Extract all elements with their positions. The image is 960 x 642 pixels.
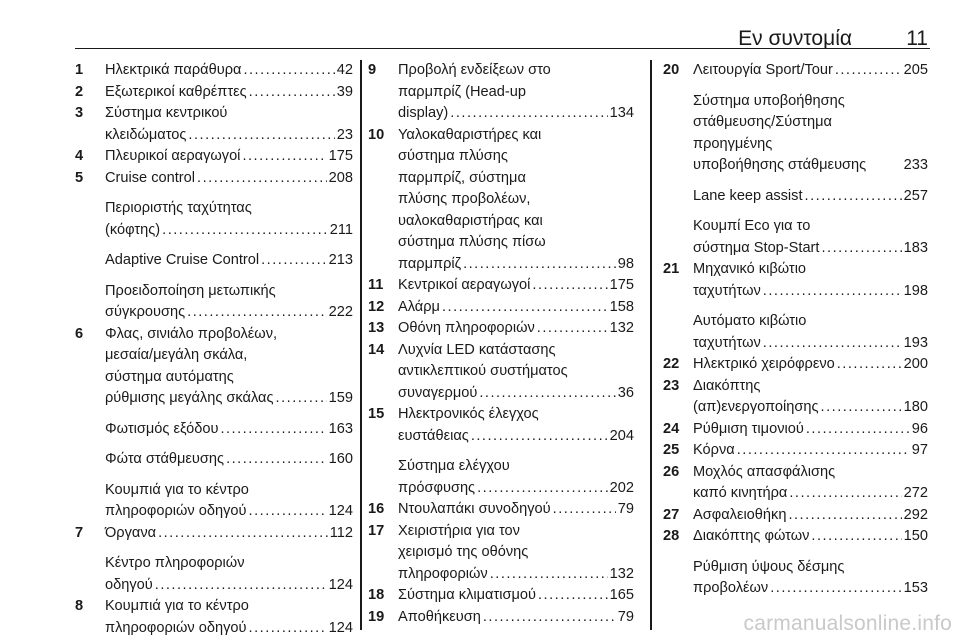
entry-text-line: πληροφοριών [398, 565, 488, 582]
page-reference[interactable]: 198 [903, 282, 928, 299]
dot-leader [197, 168, 327, 190]
entry-text-line: προβολέων [693, 580, 769, 596]
entry-text-line: Κουμπιά για το κέντρο [105, 481, 249, 498]
entry-text-line: Αυτόματο κιβώτιο [693, 313, 807, 329]
toc-entry [75, 596, 353, 639]
callout-number: 20 [663, 62, 680, 78]
callout-number: 11 [368, 277, 384, 293]
callout-number: 27 [663, 506, 680, 523]
entry-text-line: υποβοήθησης στάθμευσης [693, 157, 867, 173]
entry-text-line: Φλας, σινιάλο προβολέων, [105, 325, 278, 342]
dot-leader [249, 501, 327, 523]
entry-text-line: Ηλεκτρικό χειρόφρενο [693, 356, 835, 372]
entry-text-line: Αποθήκευση [398, 608, 481, 625]
callout-number: 13 [368, 320, 385, 336]
watermark: carmanualsonline.info [743, 612, 952, 635]
page-reference[interactable]: 205 [903, 62, 928, 78]
toc-entry [368, 297, 634, 319]
callout-number: 9 [368, 62, 377, 78]
page-reference[interactable]: 160 [328, 451, 353, 467]
dot-leader [158, 523, 328, 545]
dot-leader [835, 60, 902, 82]
entry-text-line: Εξωτερικοί καθρέπτες [105, 83, 247, 100]
entry-text-line: Σύστημα υποβοήθησης [693, 92, 845, 109]
page-reference[interactable]: 134 [609, 105, 634, 121]
entry-text-line: πληροφοριών οδηγού [105, 503, 247, 519]
entry-text-line: Λυχνία LED κατάστασης [398, 341, 556, 358]
toc-entry [75, 146, 353, 168]
dot-leader [537, 318, 608, 340]
page-reference[interactable]: 23 [336, 126, 353, 143]
callout-number: 14 [368, 341, 385, 358]
dot-leader [483, 607, 616, 629]
page-reference[interactable]: 97 [911, 442, 928, 458]
page-reference[interactable]: 42 [336, 62, 353, 78]
column-divider [650, 60, 652, 630]
page-reference[interactable]: 39 [336, 83, 353, 100]
dot-leader [553, 499, 616, 521]
entry-text-line: Χειριστήρια για τον [398, 522, 520, 539]
entry-text-line: πλύσης προβολέων, [398, 191, 531, 207]
dot-leader [249, 82, 335, 104]
page-reference[interactable]: 36 [617, 384, 634, 401]
callout-number: 17 [368, 522, 385, 539]
page-reference[interactable]: 175 [328, 148, 353, 164]
entry-text-line: Φωτισμός εξόδου [105, 420, 219, 437]
page-reference[interactable]: 193 [903, 334, 928, 351]
page-reference[interactable]: 233 [903, 157, 928, 173]
entry-text-line: Περιοριστής ταχύτητας [105, 200, 252, 216]
entry-text-line: Πλευρικοί αεραγωγοί [105, 148, 241, 164]
entry-text-line: Ηλεκτρονικός έλεγχος [398, 406, 539, 422]
dot-leader [477, 478, 608, 500]
page-reference[interactable]: 112 [329, 524, 353, 541]
callout-number: 16 [368, 501, 385, 517]
page-reference[interactable]: 180 [903, 399, 928, 415]
page-reference[interactable]: 202 [609, 479, 634, 496]
entry-text-line: Κόρνα [693, 442, 735, 458]
dot-leader [220, 419, 326, 441]
callout-number: 18 [368, 587, 385, 603]
toc-entry [75, 198, 353, 241]
entry-text-line: Διακόπτης φώτων [693, 528, 810, 544]
callout-number: 10 [368, 126, 385, 143]
page-reference[interactable]: 96 [911, 420, 928, 437]
toc-entry [663, 259, 928, 302]
entry-text-line: σύστημα πλύσης [398, 148, 508, 164]
dot-leader [162, 220, 328, 242]
page-reference[interactable]: 163 [328, 420, 353, 437]
callout-number: 26 [663, 463, 680, 480]
page-header [75, 0, 930, 49]
entry-text-line: υαλοκαθαριστήρας και [398, 212, 543, 229]
entry-text-line: Ασφαλειοθήκη [693, 506, 787, 523]
toc-entry [75, 553, 353, 596]
callout-number: 5 [75, 169, 84, 186]
entry-text-line: Κεντρικοί αεραγωγοί [398, 277, 531, 293]
toc-entry [368, 404, 634, 447]
toc-entry [663, 311, 928, 354]
page-reference[interactable]: 79 [617, 608, 634, 625]
page-reference[interactable]: 158 [609, 298, 634, 315]
page-reference[interactable]: 159 [328, 390, 353, 406]
entry-text-line: αντικλεπτικού συστήματος [398, 363, 568, 379]
dot-leader [242, 146, 326, 168]
entry-text-line: παρμπρίζ [398, 255, 462, 272]
dot-leader [188, 125, 334, 147]
entry-text-line: Ντουλαπάκι συνοδηγού [398, 501, 551, 517]
toc-entry [663, 60, 928, 82]
column-divider [360, 60, 362, 630]
dot-leader [155, 575, 327, 597]
dot-leader [463, 254, 616, 276]
page-title: Εν συντομία [738, 27, 852, 50]
callout-number: 28 [663, 528, 680, 544]
toc-column-3 [663, 60, 928, 642]
page-reference[interactable]: 165 [609, 587, 634, 603]
toc-entry [75, 480, 353, 523]
entry-text-line: Οθόνη πληροφοριών [398, 320, 535, 336]
toc-entry [663, 526, 928, 548]
entry-text-line: καπό κινητήρα [693, 485, 788, 501]
dot-leader [763, 333, 902, 355]
dot-leader [187, 302, 327, 324]
entry-text-line: σύστημα Stop-Start [693, 239, 820, 256]
toc-entry [75, 324, 353, 410]
dot-leader [763, 281, 902, 303]
dot-leader [837, 354, 902, 376]
toc-entry [75, 419, 353, 441]
toc-entry [75, 523, 353, 545]
page-reference[interactable]: 208 [328, 169, 353, 186]
dot-leader [226, 449, 327, 471]
callout-number: 15 [368, 406, 385, 422]
toc-entry [368, 607, 634, 629]
callout-number: 1 [75, 62, 84, 78]
entry-text-line: Προβολή ενδείξεων στο [398, 62, 551, 78]
entry-text-line: οδηγού [105, 576, 153, 593]
entry-text-line: Ηλεκτρικά παράθυρα [105, 62, 242, 78]
dot-leader [805, 186, 902, 208]
dot-leader [788, 505, 901, 527]
entry-text-line: Λειτουργία Sport/Tour [693, 62, 833, 78]
toc-entry [663, 462, 928, 505]
entry-text-line: σύγκρουσης [105, 304, 186, 320]
entry-text-line: Φώτα στάθμευσης [105, 451, 225, 467]
page-reference[interactable]: 124 [328, 619, 353, 636]
entry-text-line: προηγμένης [693, 135, 773, 152]
toc-entry [663, 440, 928, 462]
dot-leader [243, 60, 334, 82]
entry-text-line: Σύστημα κεντρικού [105, 105, 228, 121]
entry-text-line: ρύθμισης μεγάλης σκάλας [105, 390, 274, 406]
entry-text-line: συναγερμού [398, 384, 478, 401]
toc-entry [663, 376, 928, 419]
entry-text-line: ταχυτήτων [693, 334, 761, 351]
toc-column-2 [368, 60, 634, 642]
entry-text-line: παρμπρίζ, σύστημα [398, 169, 526, 186]
entry-text-line: Lane keep assist [693, 187, 803, 204]
toc-entry [368, 318, 634, 340]
toc-entry [75, 103, 353, 146]
entry-text-line: Όργανα [105, 524, 157, 541]
dot-leader [490, 564, 608, 586]
callout-number: 7 [75, 524, 84, 541]
toc-entry [368, 499, 634, 521]
entry-text-line: Κέντρο πληροφοριών [105, 555, 245, 571]
entry-text-line: Μοχλός απασφάλισης [693, 463, 836, 480]
toc-entry [368, 521, 634, 586]
page-reference[interactable]: 204 [609, 427, 634, 444]
entry-text-line: (κόφτης) [105, 221, 161, 238]
entry-text-line: Adaptive Cruise Control [105, 252, 260, 268]
entry-text-line: χειρισμό της οθόνης [398, 544, 529, 560]
page-reference[interactable]: 292 [903, 506, 928, 523]
dot-leader [770, 578, 901, 600]
entry-text-line: σύστημα πλύσης πίσω [398, 234, 546, 250]
callout-number: 25 [663, 442, 680, 458]
entry-text-line: μεσαία/μεγάλη σκάλα, [105, 347, 248, 363]
page-reference[interactable]: 183 [903, 239, 928, 256]
dot-leader [261, 250, 327, 272]
page-reference[interactable]: 211 [329, 221, 353, 238]
entry-text-line: Κουμπί Eco για το [693, 218, 811, 234]
page-reference[interactable]: 153 [903, 580, 928, 596]
page-reference[interactable]: 124 [328, 503, 353, 519]
entry-text-line: Ρύθμιση τιμονιού [693, 420, 804, 437]
toc-entry [75, 82, 353, 104]
callout-number: 3 [75, 105, 84, 121]
dot-leader [276, 388, 327, 410]
entry-text-line: Μηχανικό κιβώτιο [693, 261, 807, 277]
dot-leader [806, 419, 910, 441]
dot-leader [737, 440, 910, 462]
callout-number: 6 [75, 325, 84, 342]
page-reference[interactable]: 132 [609, 565, 634, 582]
entry-text-line: κλειδώματος [105, 126, 187, 143]
entry-text-line: πρόσφυσης [398, 479, 476, 496]
toc-entry [75, 281, 353, 324]
toc-entry [663, 186, 928, 208]
page-reference[interactable]: 200 [903, 356, 928, 372]
entry-text-line: ευστάθειας [398, 427, 469, 444]
page-reference[interactable]: 150 [903, 528, 928, 544]
callout-number: 2 [75, 83, 84, 100]
entry-text-line: Προειδοποίηση μετωπικής [105, 282, 276, 299]
toc-entry [663, 505, 928, 527]
entry-text-line: Ρύθμιση ύψους δέσμης [693, 558, 845, 575]
entry-text-line: σύστημα αυτόματης [105, 368, 234, 385]
callout-number: 23 [663, 377, 680, 394]
entry-text-line: Cruise control [105, 169, 196, 186]
entry-text-line: Σύστημα ελέγχου [398, 458, 510, 474]
toc-entry [368, 585, 634, 607]
toc-entry [663, 557, 928, 600]
page-number: 11 [906, 27, 928, 50]
dot-leader [249, 618, 327, 640]
entry-text-line: ταχυτήτων [693, 282, 761, 299]
dot-leader [471, 426, 608, 448]
callout-number: 8 [75, 598, 84, 614]
callout-number: 22 [663, 356, 680, 372]
toc-entry [663, 354, 928, 376]
toc-entry [75, 449, 353, 471]
entry-text-line: display) [398, 105, 449, 121]
dot-leader [811, 526, 901, 548]
dot-leader [821, 238, 901, 260]
dot-leader [538, 585, 608, 607]
toc-entry [663, 216, 928, 259]
page-reference[interactable]: 98 [617, 255, 634, 272]
page-reference[interactable]: 175 [609, 277, 634, 293]
toc-entry [663, 91, 928, 177]
entry-text-line: (απ)ενεργοποίησης [693, 399, 819, 415]
callout-number: 21 [663, 261, 680, 277]
entry-text-line: Διακόπτης [693, 377, 761, 394]
toc-entry [75, 60, 353, 82]
entry-text-line: Αλάρμ [398, 298, 440, 315]
toc-entry [75, 250, 353, 272]
dot-leader [450, 103, 607, 125]
page-reference[interactable]: 272 [903, 485, 928, 501]
entry-text-line: Υαλοκαθαριστήρες και [398, 126, 542, 143]
dot-leader [532, 275, 607, 297]
page-reference[interactable]: 124 [328, 576, 353, 593]
dot-leader [821, 397, 902, 419]
toc-entry [368, 340, 634, 405]
toc-entry [368, 456, 634, 499]
callout-number: 4 [75, 148, 84, 164]
entry-text-line: πληροφοριών οδηγού [105, 619, 247, 636]
dot-leader [442, 297, 608, 319]
entry-text-line: Κουμπιά για το κέντρο [105, 598, 249, 614]
callout-number: 24 [663, 420, 680, 437]
page-reference[interactable]: 222 [328, 304, 353, 320]
dot-leader [789, 483, 901, 505]
page-reference[interactable]: 132 [609, 320, 634, 336]
toc-entry [75, 168, 353, 190]
callout-number: 12 [368, 298, 385, 315]
callout-number: 19 [368, 608, 385, 625]
toc-column-1 [75, 60, 353, 642]
toc-entry [663, 419, 928, 441]
entry-text-line: παρμπρίζ (Head-up [398, 83, 526, 100]
entry-text-line: στάθμευσης/Σύστημα [693, 114, 832, 130]
page-reference[interactable]: 257 [903, 187, 928, 204]
toc-entry [368, 125, 634, 276]
entry-text-line: Σύστημα κλιματισμού [398, 587, 536, 603]
dot-leader [479, 383, 615, 405]
page-reference[interactable]: 79 [617, 501, 634, 517]
page-reference[interactable]: 213 [328, 252, 353, 268]
toc-entry [368, 60, 634, 125]
toc-entry [368, 275, 634, 297]
